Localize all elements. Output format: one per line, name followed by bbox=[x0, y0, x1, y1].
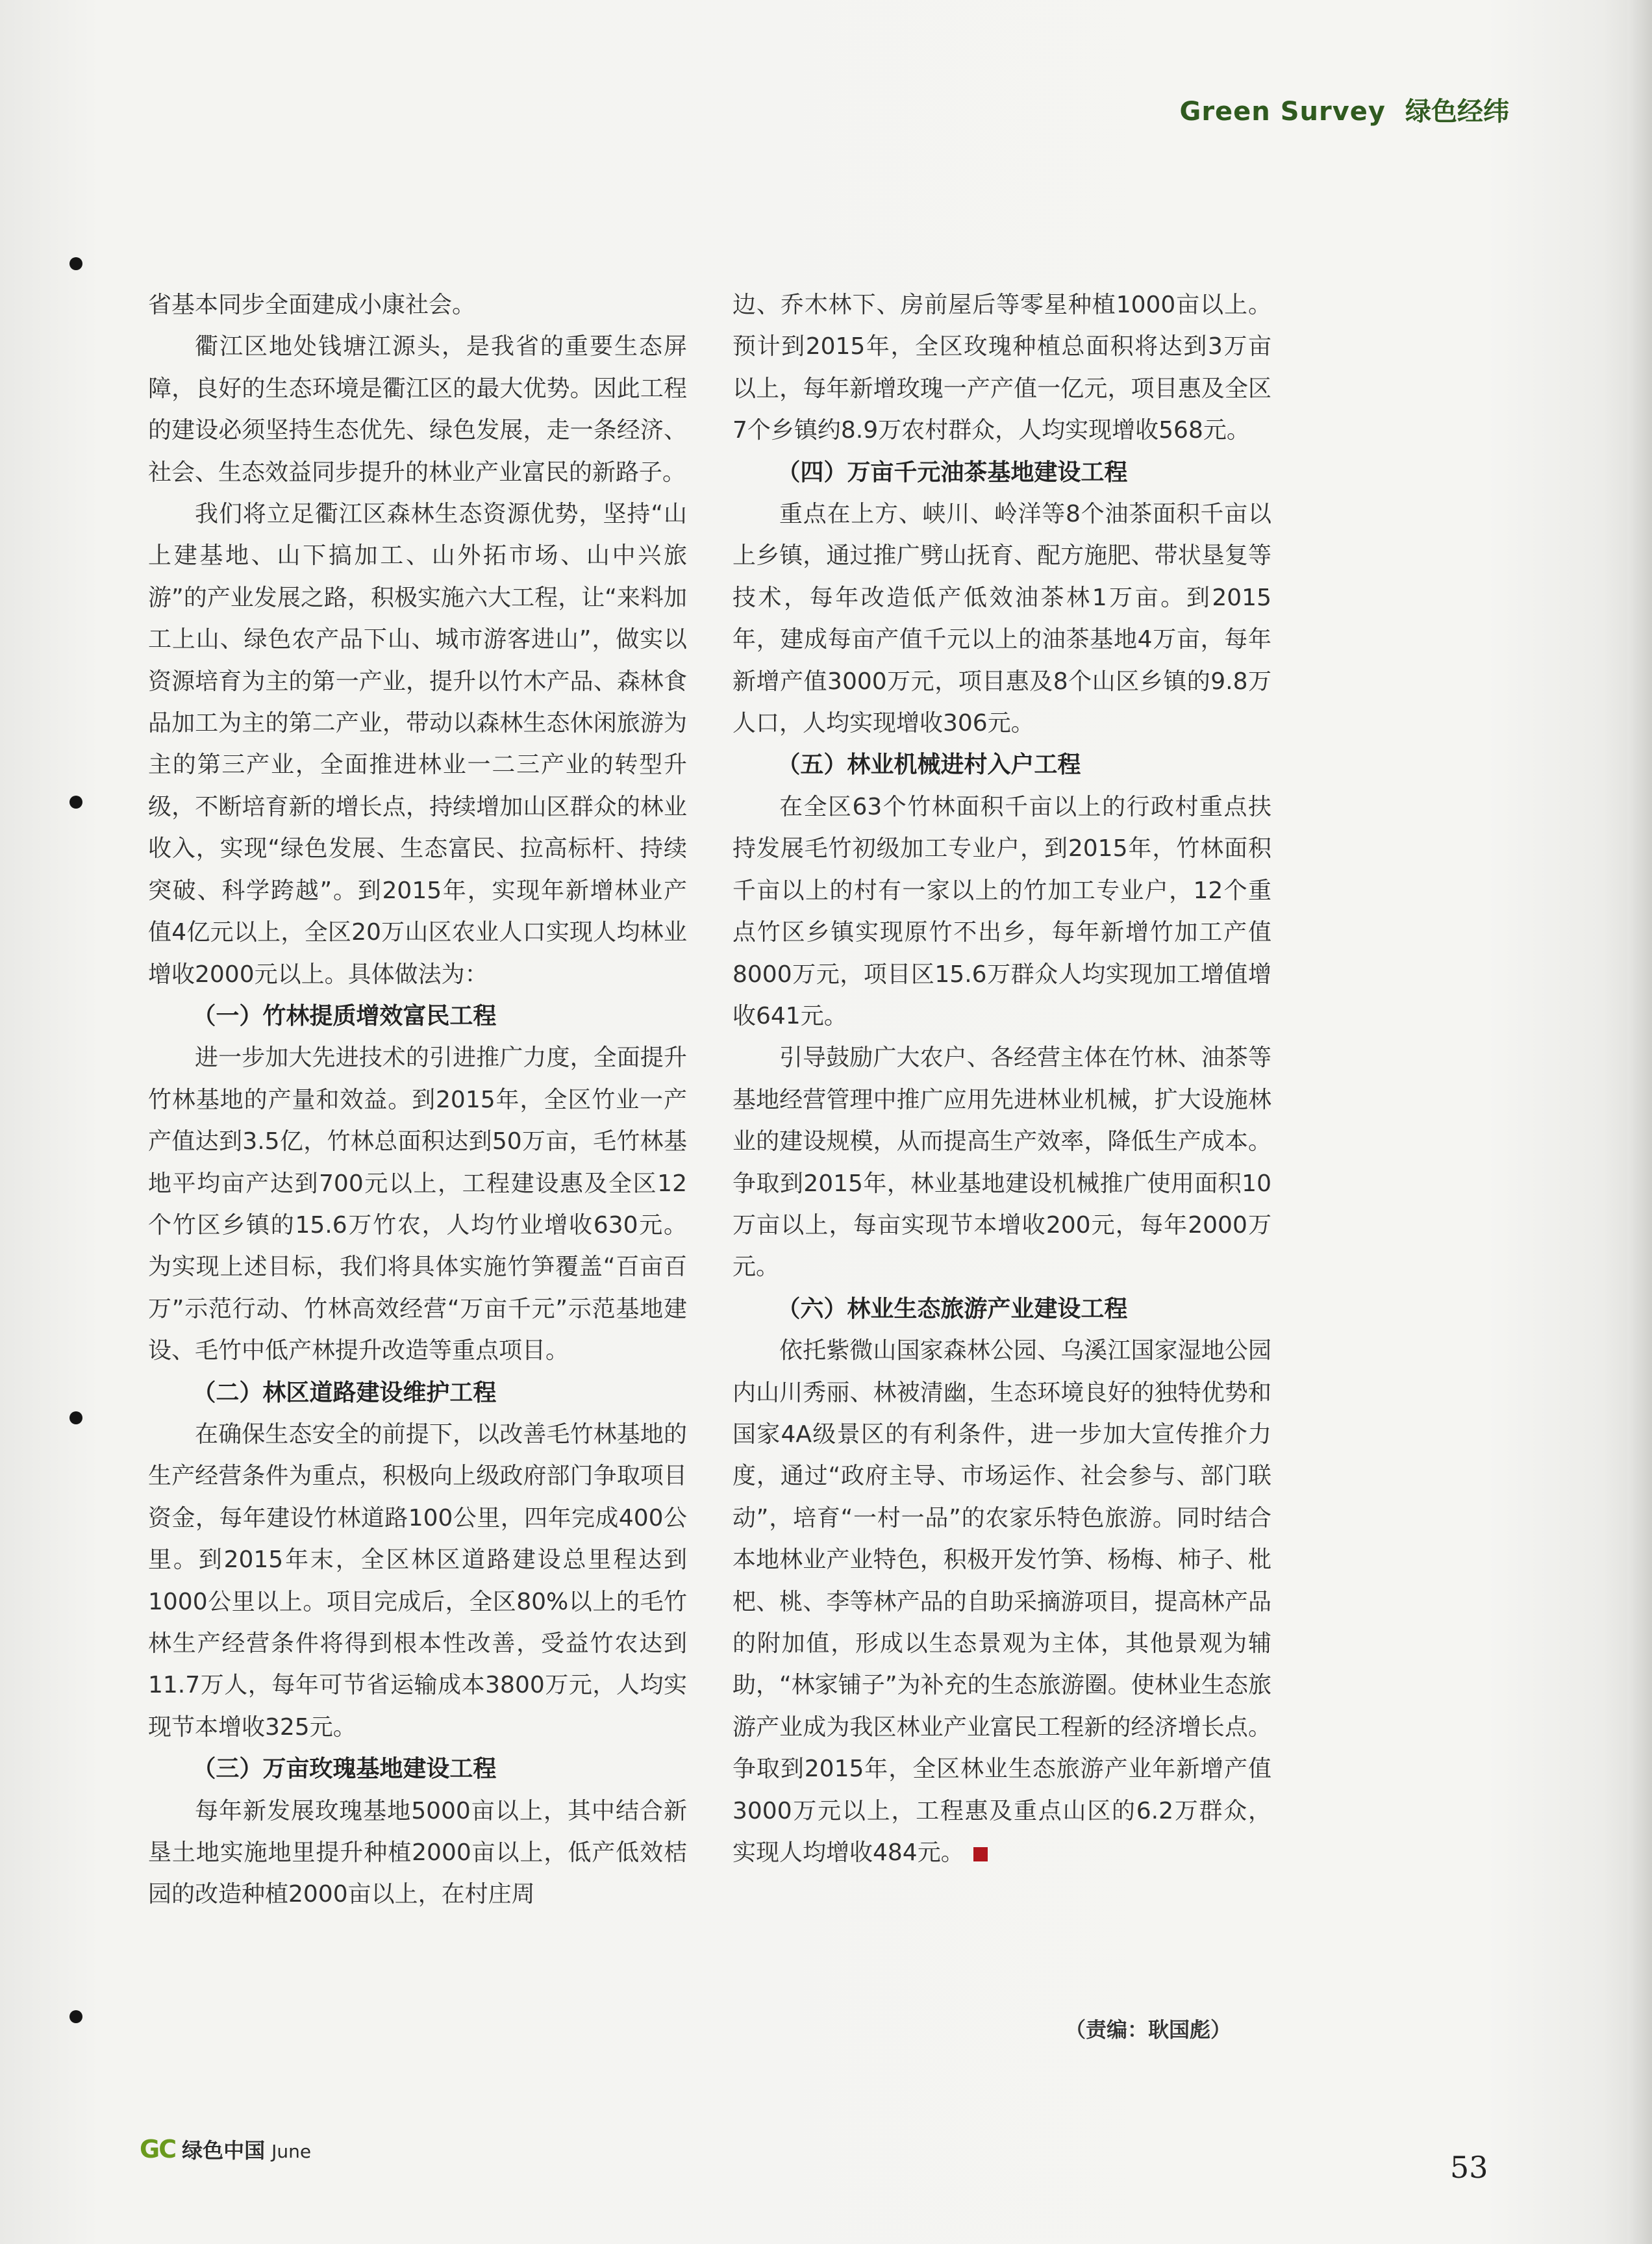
subheading: （五）林业机械进村入户工程 bbox=[777, 751, 1081, 779]
page-number: 53 bbox=[1450, 2150, 1488, 2185]
issue-month: June bbox=[271, 2141, 312, 2162]
subheading: （三）万亩玫瑰基地建设工程 bbox=[192, 1756, 497, 1783]
binder-hole-4 bbox=[69, 2010, 82, 2023]
right-column bbox=[732, 284, 1271, 1874]
paragraph: 省基本同步全面建成小康社会。 bbox=[148, 292, 476, 318]
left-column bbox=[148, 284, 687, 1916]
paragraph: 在全区63个竹林面积千亩以上的行政村重点扶持发展毛竹初级加工专业户，到2015年，竹林面积千亩以上的村有一家以上的竹加工专业户，12个重点竹区乡镇实现原竹不出乡，每年新增竹加工产值8000万元，项目区15.6万群众人均实现加工增值增收641元。 bbox=[732, 793, 1271, 1029]
magazine-logo-icon: GC bbox=[140, 2135, 176, 2163]
paragraph-final bbox=[732, 1330, 1271, 1874]
section-title-english: Green Survey bbox=[1179, 97, 1386, 127]
paragraph: 引导鼓励广大农户、各经营主体在竹林、油茶等基地经营管理中推广应用先进林业机械，扩大设施林业的建设规模，从而提高生产效率，降低生产成本。争取到2015年，林业基地建设机械推广使用面积10万亩以上，每亩实现节本增收200元，每年2000万元。 bbox=[732, 1044, 1271, 1281]
footer-branding bbox=[140, 2134, 311, 2164]
paragraph-text: 依托紫微山国家森林公园、乌溪江国家湿地公园内山川秀丽、林被清幽，生态环境良好的独特优势和国家4A级景区的有利条件，进一步加大宣传推介力度，通过“政府主导、市场运作、社会参与、部门联动”，培育“一村一品”的农家乐特色旅游。同时结合本地林业产业特色，积极开发竹笋、杨梅、柿子、枇杷、桃、李等林产品的自助采摘游项目，提高林产品的附加值，形成以生态景观为主体，其他景观为辅助，“林家铺子”为补充的生态旅游圈。使林业生态旅游产业成为我区林业产业富民工程新的经济增长点。争取到2015年，全区林业生态旅游产业年新增产值3000万元以上，工程惠及重点山区的6.2万群众，实现人均增收484元。 bbox=[732, 1337, 1271, 1867]
subheading: （一）竹林提质增效富民工程 bbox=[192, 1002, 497, 1029]
paragraph: 衢江区地处钱塘江源头，是我省的重要生态屏障，良好的生态环境是衢江区的最大优势。因此工程的建设必须坚持生态优先、绿色发展，走一条经济、社会、生态效益同步提升的林业产业富民的新路子。 bbox=[148, 333, 687, 486]
page-edge-shadow bbox=[1627, 0, 1652, 2244]
section-title-chinese: 绿色经纬 bbox=[1405, 97, 1509, 127]
paragraph: 在确保生态安全的前提下，以改善毛竹林基地的生产经营条件为重点，积极向上级政府部门争取项目资金，每年建设竹林道路100公里，四年完成400公里。到2015年末，全区林区道路建设总里程达到1000公里以上。项目完成后，全区80%以上的毛竹林生产经营条件将得到根本性改善，受益竹农达到11.7万人，每年可节省运输成本3800万元，人均实现节本增收325元。 bbox=[148, 1420, 687, 1741]
binder-hole-1 bbox=[69, 257, 82, 270]
paragraph: 我们将立足衢江区森林生态资源优势，坚持“山上建基地、山下搞加工、山外拓市场、山中兴旅游”的产业发展之路，积极实施六大工程，让“来料加工上山、绿色农产品下山、城市游客进山”，做实以资源培育为主的第一产业，提升以竹木产品、森林食品加工为主的第二产业，带动以森林生态休闲旅游为主的第三产业，全面推进林业一二三产业的转型升级，不断培育新的增长点，持续增加山区群众的林业收入，实现“绿色发展、生态富民、拉高标杆、持续突破、科学跨越”。到2015年，实现年新增林业产值4亿元以上，全区20万山区农业人口实现人均林业增收2000元以上。具体做法为： bbox=[148, 501, 687, 988]
paragraph: 每年新发展玫瑰基地5000亩以上，其中结合新垦土地实施地里提升种植2000亩以上，低产低效桔园的改造种植2000亩以上，在村庄周 bbox=[148, 1797, 687, 1908]
paragraph: 重点在上方、峡川、岭洋等8个油茶面积千亩以上乡镇，通过推广劈山抚育、配方施肥、带状垦复等技术，每年改造低产低效油茶林1万亩。到2015年，建成每亩产值千元以上的油茶基地4万亩，每年新增产值3000万元，项目惠及8个山区乡镇的9.8万人口，人均实现增收306元。 bbox=[732, 501, 1271, 737]
section-header bbox=[1179, 91, 1509, 128]
paragraph: 进一步加大先进技术的引进推广力度，全面提升竹林基地的产量和效益。到2015年，全区竹业一产产值达到3.5亿，竹林总面积达到50万亩，毛竹林基地平均亩产达到700元以上，工程建设惠及全区12个竹区乡镇的15.6万竹农，人均竹业增收630元。为实现上述目标，我们将具体实施竹笋覆盖“百亩百万”示范行动、竹林高效经营“万亩千元”示范基地建设、毛竹中低产林提升改造等重点项目。 bbox=[148, 1044, 687, 1365]
subheading: （二）林区道路建设维护工程 bbox=[192, 1379, 497, 1406]
binder-hole-3 bbox=[69, 1411, 82, 1424]
paragraph: 边、乔木林下、房前屋后等零星种植1000亩以上。预计到2015年，全区玫瑰种植总面积将达到3万亩以上，每年新增玫瑰一产产值一亿元，项目惠及全区7个乡镇约8.9万农村群众，人均实现增收568元。 bbox=[732, 292, 1271, 444]
subheading: （六）林业生态旅游产业建设工程 bbox=[777, 1295, 1128, 1322]
subheading: （四）万亩千元油茶基地建设工程 bbox=[777, 459, 1128, 486]
editor-credit: （责编：耿国彪） bbox=[1065, 2017, 1232, 2042]
end-mark-icon bbox=[973, 1847, 988, 1861]
magazine-name: 绿色中国 bbox=[182, 2138, 266, 2163]
binder-hole-2 bbox=[69, 796, 82, 809]
